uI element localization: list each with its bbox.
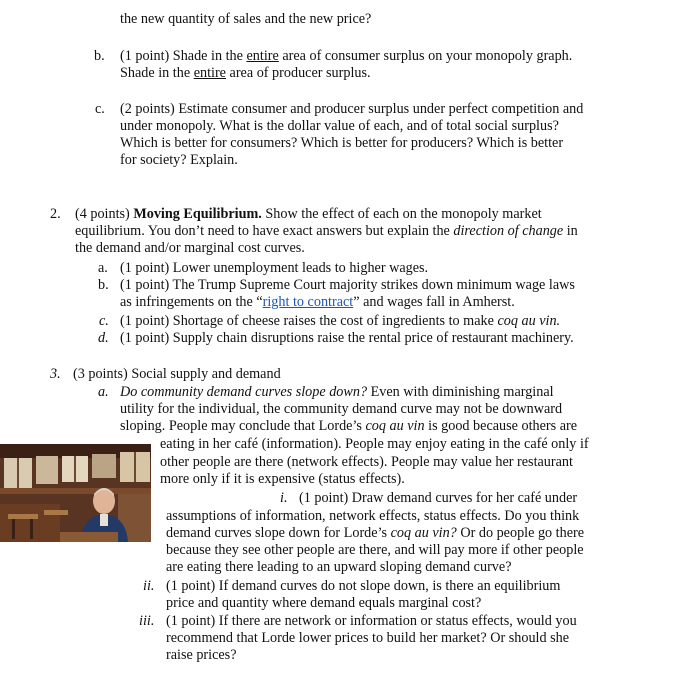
q3-a-line5: other people are there (network effects). People may value her restaurant xyxy=(160,454,573,470)
q3-i-label: i. xyxy=(280,490,288,506)
part-b-line2: Shade in the entire area of producer surplus. xyxy=(120,65,371,81)
q3-a-label: a. xyxy=(98,384,109,400)
q3-number: 3. xyxy=(50,366,61,382)
part-c-line1: (2 points) Estimate consumer and producer surplus under perfect competition and xyxy=(120,101,584,117)
q3-i-line4: because they see other people are there, and will pay more if other people xyxy=(166,542,584,558)
q3-a-line1: Do community demand curves slope down? Even with diminishing marginal xyxy=(120,384,554,400)
q3-a-line4: eating in her café (information). People may enjoy eating in the café only if xyxy=(160,436,589,452)
part-c-line2: under monopoly. What is the dollar value of each, and of total social surplus? xyxy=(120,118,559,134)
q3-i-line1: (1 point) Draw demand curves for her café under xyxy=(299,490,578,506)
q2-a-label: a. xyxy=(98,260,108,276)
q2-line3: the demand and/or marginal cost curves. xyxy=(75,240,305,256)
q2-d-label: d. xyxy=(98,330,109,346)
q3-ii-label: ii. xyxy=(143,578,155,594)
q2-c-label: c. xyxy=(99,313,109,329)
q3-ii-line1: (1 point) If demand curves do not slope down, is there an equilibrium xyxy=(166,578,561,594)
q2-b-line2: as infringements on the “right to contract” and wages fall in Amherst. xyxy=(120,294,515,310)
q3-i-line3: demand curves slope down for Lorde’s coq au vin? Or do people go there xyxy=(166,525,585,541)
part-c-label: c. xyxy=(95,101,105,117)
q3-ii-line2: price and quantity where demand equals marginal cost? xyxy=(166,595,482,611)
q3-a-line2: utility for the individual, the community demand curve may not be downward xyxy=(120,401,563,417)
part-c-line3: Which is better for consumers? Which is better for producers? Which is better xyxy=(120,135,564,151)
restaurant-photo xyxy=(0,444,151,542)
q2-line1: (4 points) Moving Equilibrium. Show the effect of each on the monopoly market xyxy=(75,206,542,222)
q2-title: Moving Equilibrium. xyxy=(133,206,262,222)
q3-iii-line1: (1 point) If there are network or information or status effects, would you xyxy=(166,613,577,629)
q2-c-text: (1 point) Shortage of cheese raises the cost of ingredients to make coq au vin. xyxy=(120,313,561,329)
q3-a-line3: sloping. People may conclude that Lorde’s coq au vin is good because others are xyxy=(120,418,578,434)
q2-b-line1: (1 point) The Trump Supreme Court majority strikes down minimum wage laws xyxy=(120,277,575,293)
q2-line2: equilibrium. You don’t need to have exact answers but explain the direction of change in xyxy=(75,223,578,239)
q3-a-line6: more only if it is expensive (status effects). xyxy=(160,471,405,487)
q3-i-line5: are eating there leading to an upward sloping demand curve? xyxy=(166,559,512,575)
q3-iii-line3: raise prices? xyxy=(166,647,237,663)
right-to-contract-link[interactable]: right to contract xyxy=(262,294,354,310)
q3-iii-line2: recommend that Lorde lower prices to build her market? Or should she xyxy=(166,630,570,646)
part-b-label: b. xyxy=(94,48,105,64)
q2-b-label: b. xyxy=(98,277,109,293)
part-b-line1: (1 point) Shade in the entire area of consumer surplus on your monopoly graph. xyxy=(120,48,573,64)
q2-a-text: (1 point) Lower unemployment leads to higher wages. xyxy=(120,260,429,276)
q3-title: (3 points) Social supply and demand xyxy=(73,366,281,382)
q2-d-text: (1 point) Supply chain disruptions raise the rental price of restaurant machinery. xyxy=(120,330,574,346)
part-a-continuation: the new quantity of sales and the new price? xyxy=(120,11,372,27)
q3-i-line2: assumptions of information, network effects, status effects. Do you think xyxy=(166,508,580,524)
part-c-line4: for society? Explain. xyxy=(120,152,238,168)
q3-iii-label: iii. xyxy=(139,613,155,629)
q2-number: 2. xyxy=(50,206,61,222)
